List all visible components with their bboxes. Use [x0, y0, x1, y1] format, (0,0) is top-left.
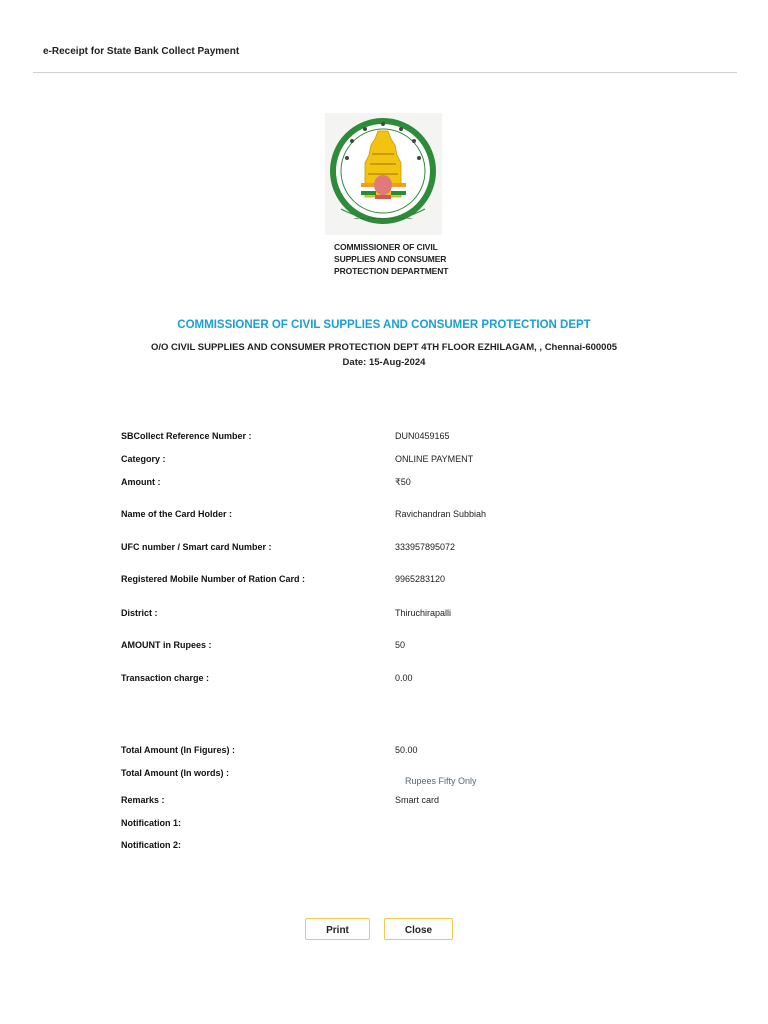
field-value-category: ONLINE PAYMENT: [395, 454, 474, 464]
field-value-reference-number: DUN0459165: [395, 431, 450, 441]
department-logo-text: [334, 241, 448, 277]
field-label-mobile-number: Registered Mobile Number of Ration Card :: [121, 574, 306, 584]
field-value-mobile-number: 9965283120: [395, 574, 446, 584]
field-value-transaction-charge: 0.00: [395, 673, 413, 683]
field-value-amount: ₹50: [395, 477, 411, 487]
close-button[interactable]: Close: [384, 918, 453, 940]
svg-text:~~~~~~~~~~: ~~~~~~~~~~: [353, 215, 413, 223]
logo-text-line-1: COMMISSIONER OF CIVIL: [334, 242, 438, 252]
field-label-card-holder: Name of the Card Holder :: [121, 509, 233, 519]
logo-text-line-2: SUPPLIES AND CONSUMER: [334, 254, 447, 264]
header-divider: [33, 72, 737, 73]
field-label-amount-in-rupees: AMOUNT in Rupees :: [121, 640, 212, 650]
field-label-reference-number: SBCollect Reference Number :: [121, 431, 252, 441]
logo-text-line-3: PROTECTION DEPARTMENT: [334, 266, 449, 276]
field-label-remarks: Remarks :: [121, 795, 165, 805]
print-button[interactable]: Print: [305, 918, 370, 940]
field-value-smart-card-number: 333957895072: [395, 542, 456, 552]
document-header: e-Receipt for State Bank Collect Payment: [43, 46, 240, 57]
field-value-total-words: Rupees Fifty Only: [405, 776, 477, 786]
department-address: O/O CIVIL SUPPLIES AND CONSUMER PROTECTION DEPT 4TH FLOOR EZHILAGAM, , Chennai-600005: [150, 342, 618, 353]
field-label-notification-2: Notification 2:: [121, 840, 181, 850]
tamil-nadu-emblem-logo: [325, 113, 442, 235]
field-value-remarks: Smart card: [395, 795, 440, 805]
receipt-title: COMMISSIONER OF CIVIL SUPPLIES AND CONSUMER PROTECTION DEPT: [177, 319, 591, 331]
field-value-amount-in-rupees: 50: [395, 640, 406, 650]
field-label-total-figures: Total Amount (In Figures) :: [121, 745, 235, 755]
receipt-date: Date: 15-Aug-2024: [342, 357, 426, 368]
field-label-amount: Amount :: [121, 477, 161, 487]
field-value-district: Thiruchirapalli: [395, 608, 452, 618]
field-value-card-holder: Ravichandran Subbiah: [395, 509, 487, 519]
field-label-smart-card-number: UFC number / Smart card Number :: [121, 542, 272, 552]
field-label-category: Category :: [121, 454, 166, 464]
field-label-district: District :: [121, 608, 158, 618]
field-value-total-figures: 50.00: [395, 745, 418, 755]
field-label-notification-1: Notification 1:: [121, 818, 181, 828]
field-label-total-words: Total Amount (In words) :: [121, 768, 229, 778]
field-label-transaction-charge: Transaction charge :: [121, 673, 210, 683]
